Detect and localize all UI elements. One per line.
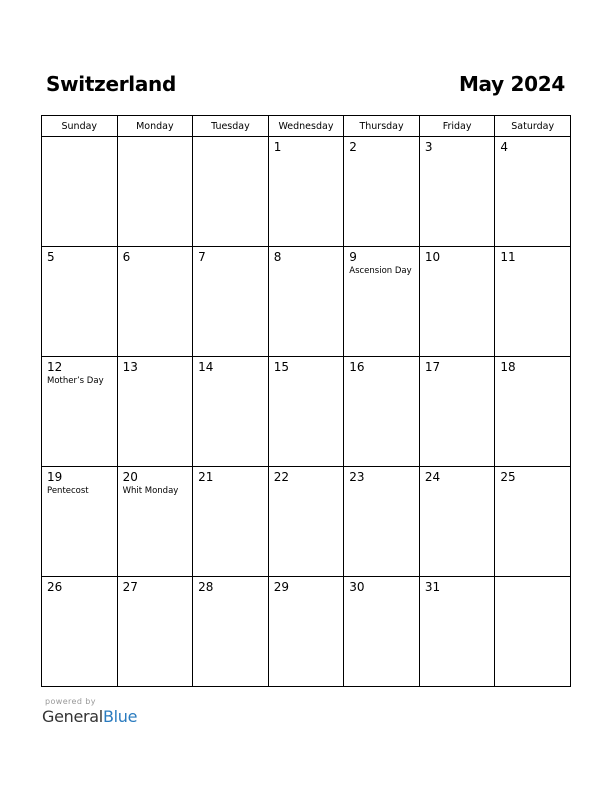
day-cell [117,357,193,467]
day-number: 4 [500,140,509,154]
day-number: 31 [424,580,441,594]
day-cell [42,577,118,687]
weekday-header: Thursday [344,116,420,137]
generalblue-logo [42,707,137,726]
weekday-header: Monday [117,116,193,137]
powered-by-text: powered by [45,697,96,706]
day-number: 21 [198,470,214,484]
holiday-label: Mother’s Day [47,376,104,386]
day-cell [344,577,420,687]
day-cell [495,247,571,357]
day-cell [419,137,495,247]
weekday-header: Sunday [42,116,118,137]
day-number: 12 [47,360,63,374]
footer-branding [42,697,137,726]
day-number: 30 [349,580,365,594]
day-cell [495,357,571,467]
day-number: 17 [424,360,441,374]
day-number: 24 [424,470,441,484]
day-cell [42,137,118,247]
day-cell [419,577,495,687]
weekday-header-row [42,116,571,137]
holiday-label: Ascension Day [349,266,412,276]
day-number: 26 [47,580,63,594]
day-number: 20 [122,470,138,484]
day-cell [42,467,118,577]
day-cell [117,577,193,687]
day-cell [193,247,269,357]
weekday-header: Tuesday [193,116,269,137]
day-cell [193,137,269,247]
day-number: 10 [424,250,441,264]
day-cell [117,137,193,247]
day-number: 8 [273,250,282,264]
day-number: 27 [122,580,138,594]
weekday-header: Wednesday [268,116,344,137]
day-cell [495,467,571,577]
day-cell [268,577,344,687]
day-cell [193,467,269,577]
week-row [42,357,571,467]
day-number: 5 [47,250,55,264]
holiday-label: Whit Monday [122,486,179,496]
day-number: 3 [424,140,433,154]
day-cell [344,247,420,357]
day-cell [117,247,193,357]
brand-general: General [42,707,103,726]
calendar-grid [41,115,571,687]
day-cell [419,357,495,467]
day-cell [42,247,118,357]
day-number: 1 [273,140,282,154]
day-number: 6 [122,250,131,264]
day-number: 9 [349,250,357,264]
day-number: 28 [198,580,214,594]
weekday-header: Saturday [495,116,571,137]
day-cell [193,357,269,467]
day-number: 18 [500,360,516,374]
day-cell [268,357,344,467]
week-row [42,247,571,357]
day-number: 19 [47,470,63,484]
month-title: May 2024 [458,72,565,96]
day-cell [344,357,420,467]
day-number: 23 [349,470,365,484]
day-cell [495,577,571,687]
day-cell [495,137,571,247]
day-cell [268,467,344,577]
day-number: 15 [273,360,289,374]
day-number: 13 [122,360,138,374]
day-number: 11 [500,250,516,264]
week-row [42,137,571,247]
weekday-header: Friday [419,116,495,137]
day-cell [268,137,344,247]
holiday-label: Pentecost [47,486,89,496]
day-cell [268,247,344,357]
day-cell [193,577,269,687]
day-cell [117,467,193,577]
country-title: Switzerland [46,72,176,96]
day-number: 2 [349,140,357,154]
day-number: 16 [349,360,365,374]
day-cell [419,467,495,577]
day-number: 22 [273,470,289,484]
day-number: 7 [198,250,206,264]
day-cell [344,137,420,247]
week-row [42,467,571,577]
day-number: 14 [198,360,214,374]
day-cell [419,247,495,357]
day-cell [344,467,420,577]
brand-blue: Blue [102,707,138,726]
day-number: 25 [500,470,516,484]
day-cell [42,357,118,467]
week-row [42,577,571,687]
day-number: 29 [273,580,289,594]
